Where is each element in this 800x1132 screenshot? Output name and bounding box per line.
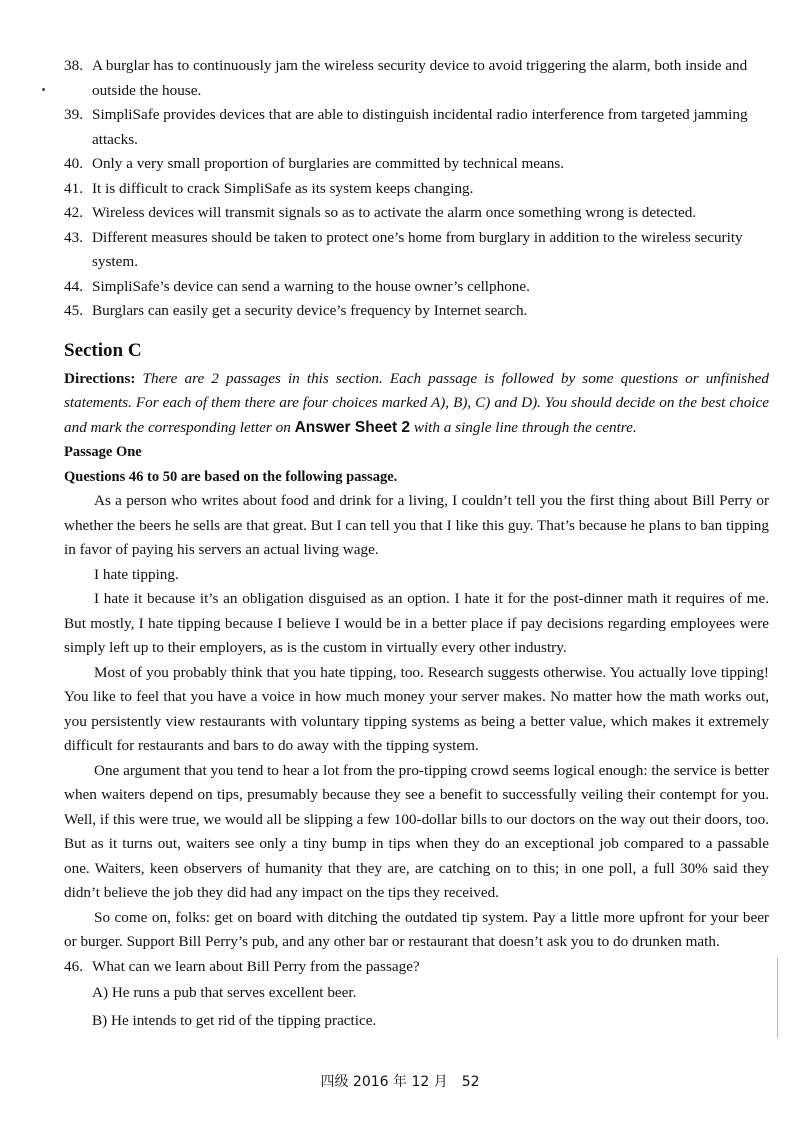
directions-text-end: with a single line through the centre.	[410, 418, 637, 436]
statement-item: 40. Only a very small proportion of burglaries are committed by technical means.	[64, 155, 565, 172]
directions	[64, 367, 769, 441]
exam-page	[64, 54, 769, 1035]
directions-text: There are 2 passages in this section. Each passage is followed by some questions or unfinished statements. For each of them there are four choices marked A), B), C) and D). You should decide on the best choice and mark the corresponding letter on	[64, 369, 769, 436]
statement-item: 39. SimpliSafe provides devices that are able to distinguish incidental radio interference from targeted jamming attacks.	[64, 106, 748, 148]
statement-item: 42. Wireless devices will transmit signals so as to activate the alarm once something wrong is detected.	[64, 204, 697, 221]
answer-sheet-label: Answer Sheet 2	[294, 418, 411, 436]
statement-item: 41. It is difficult to crack SimpliSafe as its system keeps changing.	[64, 179, 474, 197]
section-title: Section C	[64, 339, 142, 361]
statement-item: 45. Burglars can easily get a security device’s frequency by Internet search.	[64, 302, 528, 319]
statement-item: 44. SimpliSafe’s device can send a warning to the house owner’s cellphone.	[64, 277, 530, 295]
questions-line: Questions 46 to 50 are based on the following passage.	[64, 468, 398, 485]
passage-paragraph: So come on, folks: get on board with ditching the outdated tip system. Pay a little more upfront for your beer or burger. Support Bill Perry’s pub, and any other bar or restaurant that doesn’t ask you to do drunken math.	[64, 908, 769, 950]
passage-body	[64, 489, 769, 955]
passage-paragraph: I hate tipping.	[94, 565, 179, 583]
statement-item: 43. Different measures should be taken to protect one’s home from burglary in addition to the wireless security system.	[64, 228, 743, 270]
page-footer: 四级 2016 年 12 月 52	[320, 1074, 480, 1090]
passage-paragraph: As a person who writes about food and drink for a living, I couldn’t tell you the first thing about Bill Perry or whether the beers he sells are that great. But I can tell you that I like this guy. That’s because he plans to ban tipping in favor of paying his servers an actual living wage.	[64, 492, 769, 558]
passage-paragraph: One argument that you tend to hear a lot from the pro-tipping crowd seems logical enough: the service is better when waiters depend on tips, presumably because they see a benefit to successfully veiling their contempt for you. Well, if this were true, we would all be slipping a few 100-dollar bills to our doctors on the way out their doors, too. But as it turns out, waiters see only a tiny bump in tips when they do an exceptional job compared to a passable one. Waiters, keen observers of humanity that they are, are catching on to this; in one poll, a full 30% said they didn’t believe the job they did had any impact on the tips they received.	[64, 761, 769, 901]
statement-item: 38. A burglar has to continuously jam the wireless security device to avoid triggering the alarm, both inside and outside the house.	[64, 57, 748, 99]
passage-paragraph: I hate it because it’s an obligation disguised as an option. I hate it for the post-dinner math it requires of me. But mostly, I hate tipping because I believe I would be in a better place if pay decisions regarding employees were simply left up to their employers, as is the custom in virtually every other industry.	[64, 590, 769, 656]
statement-list	[64, 54, 769, 324]
question-46: 46. What can we learn about Bill Perry from the passage?	[64, 957, 420, 975]
scan-dot	[42, 88, 45, 91]
directions-lead: Directions:	[64, 369, 136, 387]
answer-option-b: B) He intends to get rid of the tipping practice.	[92, 1012, 377, 1029]
passage-title: Passage One	[64, 444, 142, 460]
passage-paragraph: Most of you probably think that you hate tipping, too. Research suggests otherwise. You actually love tipping! You like to feel that you have a voice in how much money your server makes. No matter how the math works out, you persistently view restaurants with voluntary tipping systems as being a better value, which makes it extremely difficult for restaurants and bars to do away with the tipping system.	[64, 663, 769, 754]
answer-option-a: A) He runs a pub that serves excellent beer.	[92, 984, 357, 1001]
margin-mark	[777, 958, 778, 1038]
